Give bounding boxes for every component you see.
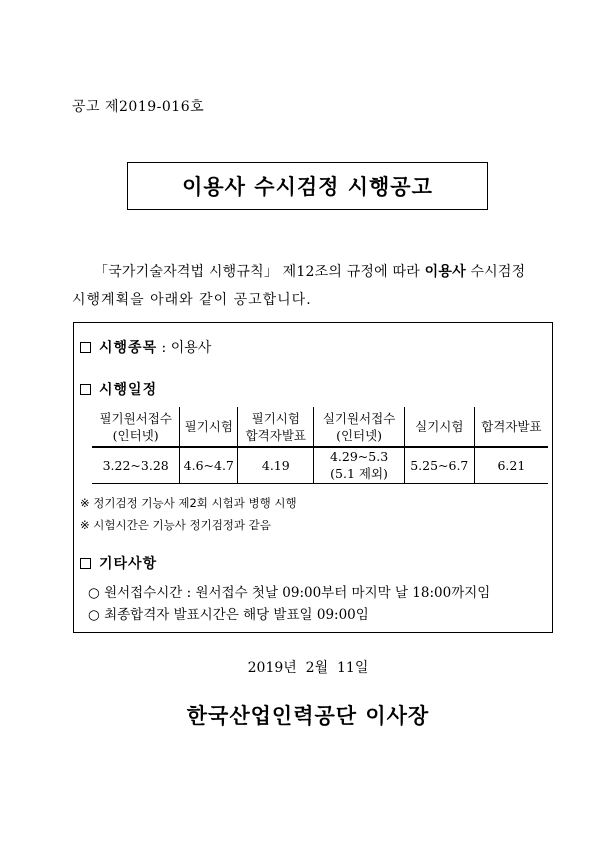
other-info-item: ○ 최종합격자 발표시간은 해당 발표일 09:00임 bbox=[88, 607, 369, 623]
details-box bbox=[73, 322, 553, 633]
schedule-header-cell: 필기시험 합격자발표 bbox=[238, 407, 314, 447]
intro-text-2: 수시검정 bbox=[465, 264, 526, 280]
section-exam-item-heading: 시행종목 bbox=[99, 340, 158, 356]
section-other-info bbox=[80, 553, 157, 573]
schedule-header-cell: 합격자발표 bbox=[474, 407, 548, 447]
document-title: 이용사 수시검정 시행공고 bbox=[127, 162, 488, 210]
notice-date: 2019년 2월 11일 bbox=[247, 660, 369, 676]
section-exam-item-value: 이용사 bbox=[170, 340, 212, 356]
schedule-cell: 4.6~4.7 bbox=[180, 447, 238, 483]
schedule-header-cell: 실기시험 bbox=[404, 407, 474, 447]
intro-paragraph bbox=[72, 258, 560, 314]
schedule-note: ※ 시험시간은 기능사 정기검정과 같음 bbox=[80, 518, 271, 532]
other-info-item: ○ 원서접수시간 : 원서접수 첫날 09:00부터 마지막 날 18:00까지임 bbox=[88, 585, 491, 601]
intro-bold-item: 이용사 bbox=[424, 264, 466, 280]
section-other-info-heading: 기타사항 bbox=[99, 556, 158, 572]
schedule-cell: 6.21 bbox=[474, 447, 548, 483]
section-schedule-heading: 시행일정 bbox=[99, 382, 158, 398]
section-exam-item-separator: : bbox=[157, 340, 171, 356]
schedule-cell: 4.29~5.3 (5.1 제외) bbox=[314, 447, 404, 483]
intro-text-1: 「국가기술자격법 시행규칙」 제12조의 규정에 따라 bbox=[94, 264, 425, 280]
schedule-data-row bbox=[92, 447, 548, 483]
section-exam-item bbox=[80, 337, 211, 357]
intro-line-1 bbox=[72, 258, 560, 286]
checkbox-square-icon bbox=[80, 384, 91, 395]
checkbox-square-icon bbox=[80, 342, 91, 353]
schedule-header-row bbox=[92, 407, 548, 447]
schedule-cell: 5.25~6.7 bbox=[404, 447, 474, 483]
issuer-name: 한국산업인력공단 이사장 bbox=[186, 704, 430, 728]
schedule-header-cell: 필기원서접수 (인터넷) bbox=[92, 407, 180, 447]
schedule-note: ※ 정기검정 기능사 제2회 시험과 병행 시행 bbox=[80, 496, 297, 510]
schedule-header-cell: 실기원서접수 (인터넷) bbox=[314, 407, 404, 447]
intro-line-2: 시행계획을 아래와 같이 공고합니다. bbox=[72, 292, 312, 308]
schedule-table bbox=[92, 407, 548, 484]
checkbox-square-icon bbox=[80, 558, 91, 569]
section-schedule bbox=[80, 379, 157, 399]
notice-number: 공고 제2019-016호 bbox=[72, 99, 205, 115]
schedule-cell: 3.22~3.28 bbox=[92, 447, 180, 483]
schedule-cell: 4.19 bbox=[238, 447, 314, 483]
schedule-header-cell: 필기시험 bbox=[180, 407, 238, 447]
